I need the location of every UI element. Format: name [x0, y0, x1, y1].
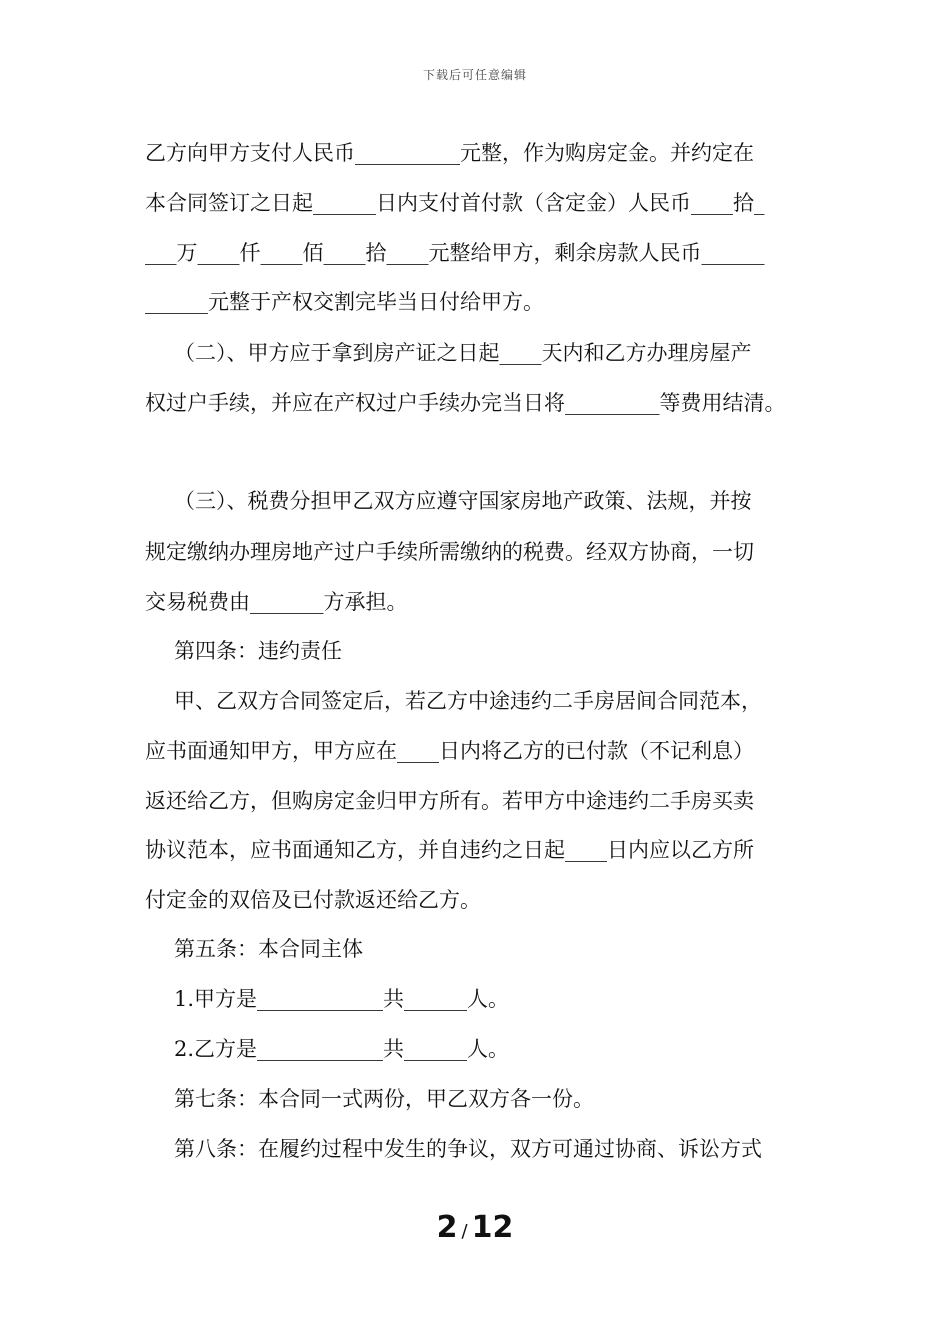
body-line-8: 规定缴纳办理房地产过户手续所需缴纳的税费。经双方协商，一切 [145, 540, 754, 564]
page-number [0, 1210, 950, 1245]
section-heading-article-5: 第五条：本合同主体 [174, 937, 363, 961]
current-page-number: 2 [436, 1210, 458, 1245]
body-line-5: （二）、甲方应于拿到房产证之日起____天内和乙方办理房屋产 [174, 341, 752, 365]
party-a-line: 1.甲方是____________共______人。 [174, 987, 510, 1011]
body-line-7: （三）、税费分担甲乙双方应遵守国家房地产政策、法规，并按 [174, 489, 752, 513]
body-line-9: 交易税费由_______方承担。 [145, 590, 408, 614]
section-heading-article-4: 第四条：违约责任 [174, 639, 342, 663]
page-header-watermark: 下载后可任意编辑 [422, 68, 527, 82]
body-line-6: 权过户手续，并应在产权过户手续办完当日将_________等费用结清。 [145, 391, 786, 415]
body-line-15: 付定金的双倍及已付款返还给乙方。 [145, 888, 481, 912]
body-line-13: 返还给乙方，但购房定金归甲方所有。若甲方中途违约二手房买卖 [145, 789, 754, 813]
total-page-count: 12 [471, 1210, 514, 1245]
body-line-3: ___万____仟____佰____拾____元整给甲方，剩余房款人民币______ [145, 241, 765, 265]
body-line-12: 应书面通知甲方，甲方应在____日内将乙方的已付款（不记利息） [145, 739, 754, 763]
section-heading-article-8: 第八条：在履约过程中发生的争议，双方可通过协商、诉讼方式 [174, 1137, 762, 1161]
section-heading-article-7: 第七条：本合同一式两份，甲乙双方各一份。 [174, 1087, 594, 1111]
body-line-14: 协议范本，应书面通知乙方，并自违约之日起____日内应以乙方所 [145, 838, 754, 862]
body-line-4: ______元整于产权交割完毕当日付给甲方。 [145, 290, 544, 314]
body-line-2: 本合同签订之日起______日内支付首付款（含定金）人民币____拾_ [145, 191, 765, 215]
body-line-11: 甲、乙双方合同签定后，若乙方中途违约二手房居间合同范本， [174, 689, 762, 713]
body-line-1: 乙方向甲方支付人民币__________元整，作为购房定金。并约定在 [145, 141, 754, 165]
page-number-separator: / [461, 1221, 468, 1242]
party-b-line: 2.乙方是____________共______人。 [174, 1037, 510, 1061]
